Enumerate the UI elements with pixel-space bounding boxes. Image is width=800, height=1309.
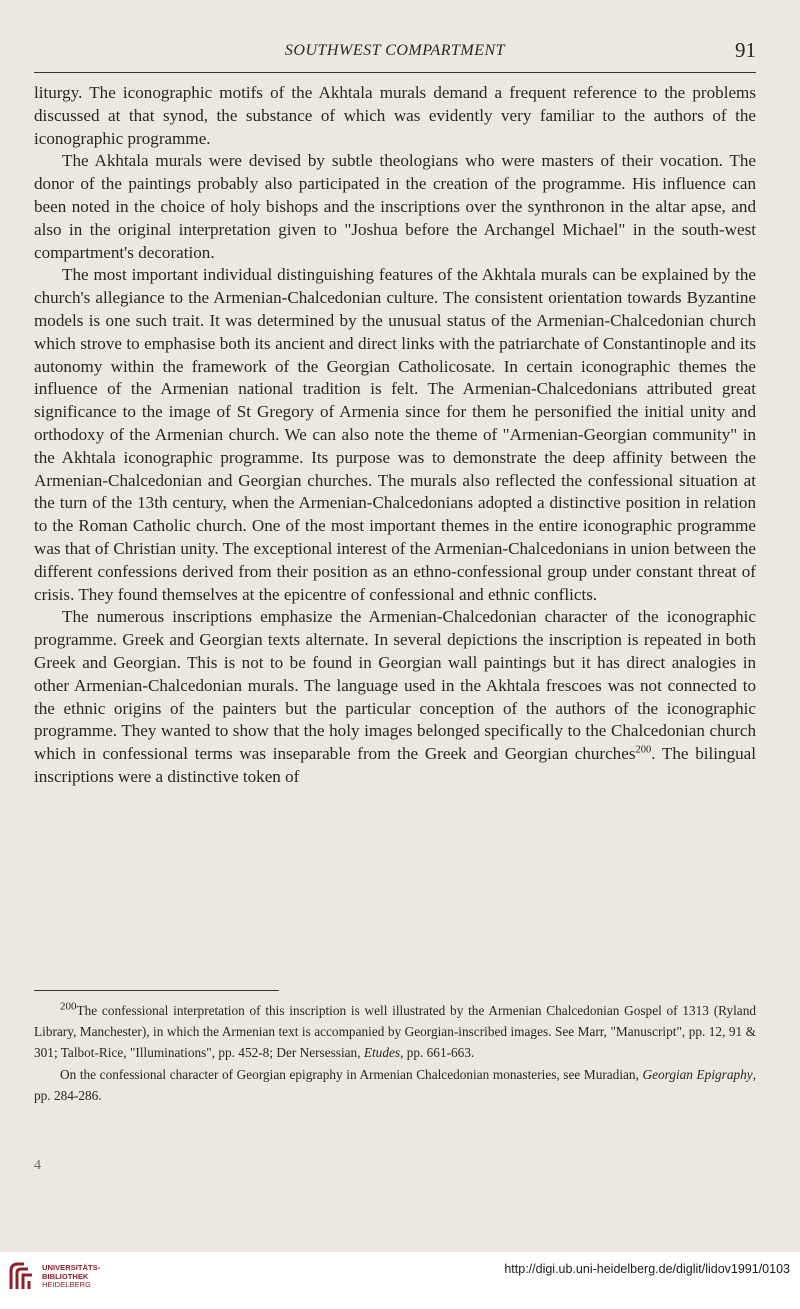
footnotes <box>34 1000 756 1106</box>
ub-heidelberg-logo-icon[interactable] <box>8 1261 34 1291</box>
footnote-200 <box>34 1000 756 1064</box>
body-text <box>34 82 756 789</box>
running-head: SOUTHWEST COMPARTMENT <box>284 42 506 59</box>
header-rule <box>34 72 756 73</box>
library-name-line-3: HEIDELBERG <box>42 1280 91 1290</box>
paragraph-2: The Akhtala murals were devised by subtle theologians who were masters of their vocation. The donor of the paintings probably also participated in the creation of the programme. His influence can been noted in the choice of holy bishops and the inscriptions over the synthronon in the altar apse, and also in the original interpretation given to "Joshua before the Archangel Michael" in the south-west compartment's decoration. <box>34 151 756 262</box>
footnote-continued-title: Georgian Epigraphy <box>642 1066 753 1082</box>
footnote-continued-pages: , pp. 284-286. <box>34 1066 757 1103</box>
paragraph-4-text: The numerous inscriptions emphasize the Armenian-Chalcedonian character of the iconographic programme. Greek and Georgian texts alternate. In several depictions the inscription is repeated in both Greek and Georgian. This is not to be found in Georgian wall paintings but it has direct analogies in other Armenian-Chalcedonian murals. The language used in the Akhtala frescoes was not connected to the ethnic origins of the painters but the particular conception of the authors of the iconographic programme. They wanted to show that the holy images belonged specifically to the Chalcedonian church which in confessional terms was inseparable from the Greek and Georgian churches <box>34 607 756 764</box>
footnote-200-title: Etudes <box>363 1045 401 1061</box>
page-number: 91 <box>735 38 756 62</box>
paragraph-1: liturgy. The iconographic motifs of the Akhtala murals demand a frequent reference to the problems discussed at that synod, the substance of which was evidently very familiar to the authors of the iconographic programme. <box>34 83 756 148</box>
page-header <box>34 38 756 66</box>
paragraph-4 <box>34 606 756 788</box>
library-name-line-2: BIBLIOTHEK <box>42 1271 89 1281</box>
digitization-footer <box>0 1252 800 1309</box>
footnote-rule <box>34 990 279 991</box>
library-name-line-1: UNIVERSITÄTS- <box>42 1263 101 1272</box>
footnote-reference: 200 <box>635 744 652 756</box>
footnote-marker: 200 <box>60 1000 77 1013</box>
footnote-200-pages: , pp. 661-663. <box>400 1045 475 1061</box>
footnote-continued-text: On the confessional character of Georgian epigraphy in Armenian Chalcedonian monasteries, see Muradian, <box>60 1066 643 1082</box>
library-name[interactable] <box>42 1264 100 1290</box>
signature-mark: 4 <box>34 1158 41 1173</box>
footnote-200-text: The confessional interpretation of this inscription is well illustrated by the Armenian Chalcedonian Gospel of 1313 (Ryland Library, Manchester), in which the Armenian text is accompanied by Georgian-inscribed images. See Marr, "Manuscript", pp. 12, 91 & 301; Talbot-Rice, "Illuminations", pp. 452-8; Der Nersessian, <box>34 1003 756 1061</box>
footnote-200-continued <box>34 1064 756 1106</box>
permalink-url[interactable]: http://digi.ub.uni-heidelberg.de/diglit/lidov1991/0103 <box>504 1262 790 1276</box>
paragraph-3: The most important individual distinguishing features of the Akhtala murals can be explained by the church's allegiance to the Armenian-Chalcedonian culture. The consistent orientation towards Byzantine models is one such trait. It was determined by the unusual status of the Armenian-Chalcedonian church which strove to emphasise both its ancient and direct links with the patriarchate of Constantinople and its autonomy within the framework of the Georgian Catholicosate. In certain iconographic themes the influence of the Armenian national tradition is felt. The Armenian-Chalcedonians attributed great significance to the image of St Gregory of Armenia since for them he personified the initial unity and orthodoxy of the Armenian church. We can also note the theme of "Armenian-Georgian community" in the Akhtala iconographic programme. Its purpose was to demonstrate the deep affinity between the Armenian-Chalcedonian and Georgian churches. The murals also reflected the confessional situation at the turn of the 13th century, when the Armenian-Chalcedonians adopted a distinctive position in relation to the Roman Catholic church. One of the most important themes in the entire iconographic programme was that of Christian unity. The exceptional interest of the Armenian-Chalcedonians in union between the different confessions derived from their position as an ethno-confessional group under constant threat of crisis. They found themselves at the epicentre of confessional and ethnic conflicts. <box>34 265 756 604</box>
paragraph-4-text-end: . The bilingual inscriptions were a distinctive token of <box>34 744 756 786</box>
